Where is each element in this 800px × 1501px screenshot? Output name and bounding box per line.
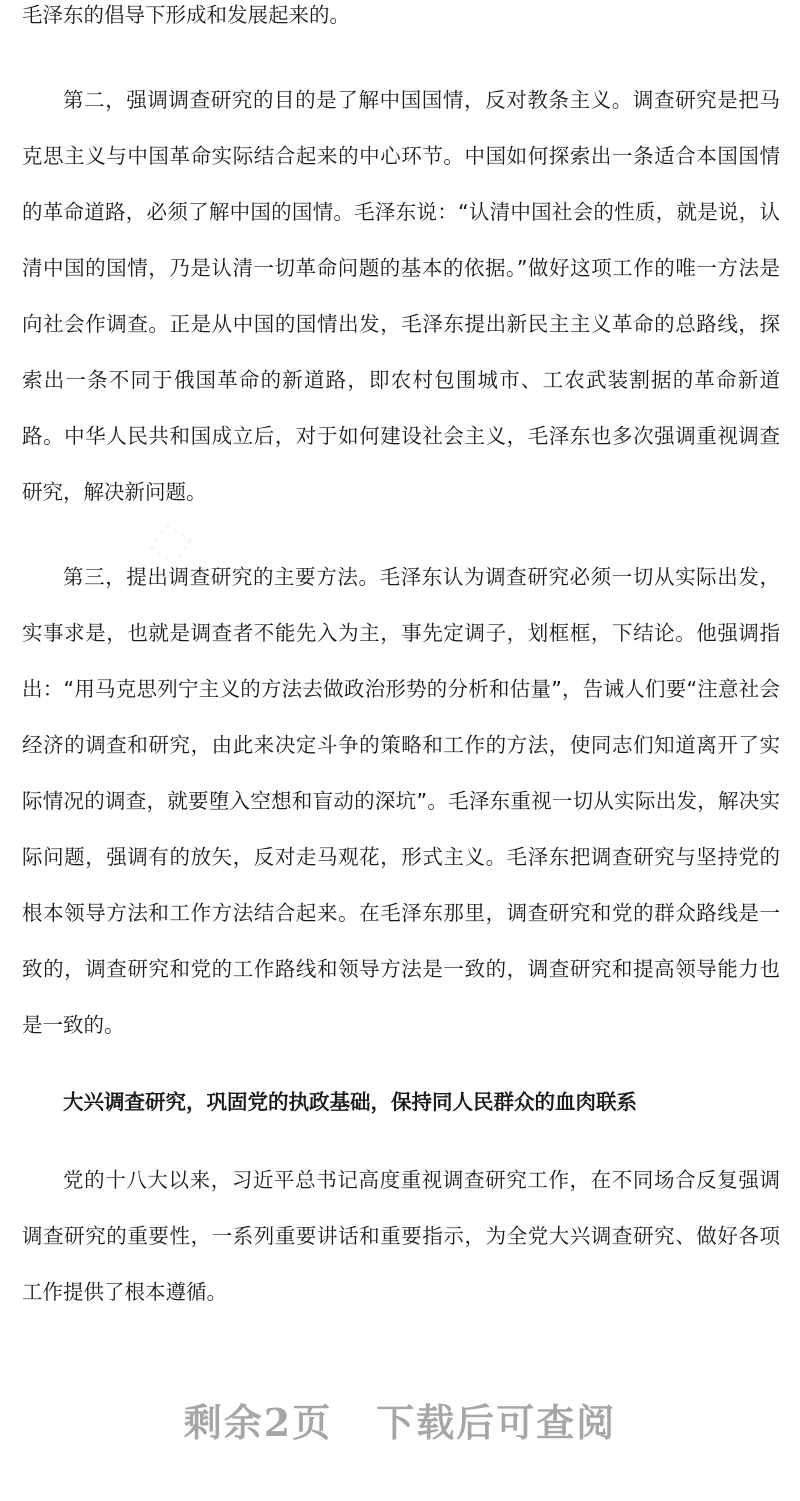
section-heading: 大兴调查研究，巩固党的执政基础，保持同人民群众的血肉联系 <box>63 1090 637 1114</box>
paragraph-party-congress: 党的十八大以来，习近平总书记高度重视调查研究工作，在不同场合反复强调调查研究的重要性，一系列重要讲话和重要指示，为全党大兴调查研究、做好各项工作提供了根本遵循。 <box>22 1168 780 1304</box>
paragraph-intro-tail: 毛泽东的倡导下形成和发展起来的。 <box>22 3 350 27</box>
download-prompt-label[interactable]: 下载后可查阅 <box>376 1400 617 1445</box>
watermark: ⬚ <box>139 514 199 572</box>
remaining-pages-label: 剩余2页 <box>183 1400 333 1445</box>
paragraph-second-point: 第二，强调调查研究的目的是了解中国国情，反对教条主义。调查研究是把马克思主义与中国革命实际结合起来的中心环节。中国如何探索出一条适合本国国情的革命道路，必须了解中国的国情。毛泽东说：“认清中国社会的性质，就是说，认清中国的国情，乃是认清一切革命问题的基本的依据。”做好这项工作的唯一方法是向社会作调查。正是从中国的国情出发，毛泽东提出新民主主义革命的总路线，探索出一条不同于俄国革命的新道路，即农村包围城市、工农武装割据的革命新道路。中华人民共和国成立后，对于如何建设社会主义，毛泽东也多次强调重视调查研究，解决新问题。 <box>22 88 780 504</box>
paragraph-third-point: 第三，提出调查研究的主要方法。毛泽东认为调查研究必须一切从实际出发，实事求是，也就是调查者不能先入为主，事先定调子，划框框，下结论。他强调指出：“用马克思列宁主义的方法去做政治形势的分析和估量”，告诫人们要“注意社会经济的调查和研究，由此来决定斗争的策略和工作的方法，使同志们知道离开了实际情况的调查，就要堕入空想和盲动的深坑”。毛泽东重视一切从实际出发，解决实际问题，强调有的放矢，反对走马观花，形式主义。毛泽东把调查研究与坚持党的根本领导方法和工作方法结合起来。在毛泽东那里，调查研究和党的群众路线是一致的，调查研究和党的工作路线和领导方法是一致的，调查研究和提高领导能力也是一致的。 <box>22 565 780 1037</box>
download-footer[interactable] <box>0 1392 800 1447</box>
